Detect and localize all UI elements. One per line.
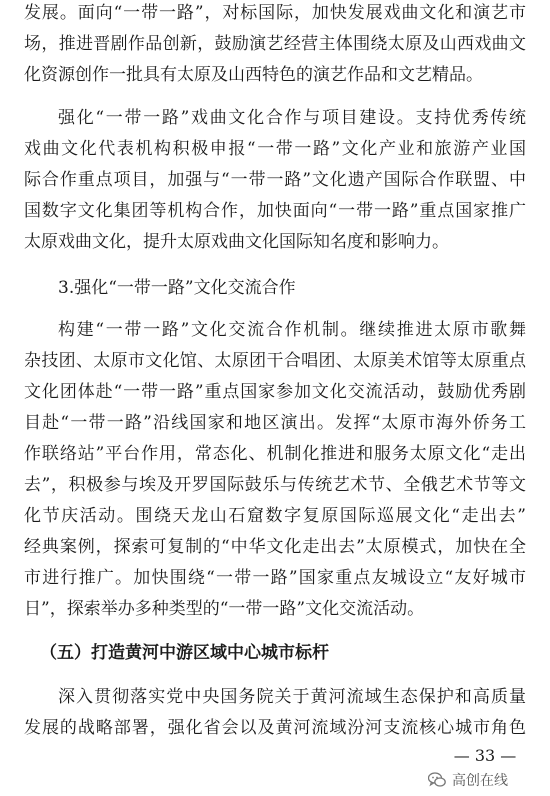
paragraph-line: 杂技团、太原市文化馆、太原团干合唱团、太原美术馆等太原重点 — [24, 351, 526, 371]
paragraph-line: 发展的战略部署，强化省会以及黄河流域汾河支流核心城市角色 — [24, 718, 526, 738]
watermark-text: 高创在线 — [452, 773, 508, 789]
page-number-value: 33 — [474, 746, 496, 765]
paragraph-line: 戏曲文化代表机构积极申报“一带一路”文化产业和旅游产业国 — [24, 139, 526, 159]
paragraph-line: 日”，探索举办多种类型的“一带一路”文化交流活动。 — [24, 599, 425, 619]
paragraph-line: 去”，积极参与埃及开罗国际鼓乐与传统艺术节、全俄艺术节等文 — [24, 475, 526, 495]
paragraph-line: 文化团体赴“一带一路”重点国家参加文化交流活动，鼓励优秀剧 — [24, 382, 526, 402]
watermark — [428, 770, 508, 790]
paragraph-line: 发展。面向“一带一路”，对标国际，加快发展戏曲文化和演艺市 — [24, 3, 526, 23]
paragraph-line: 际合作重点项目，加强与“一带一路”文化遗产国际合作联盟、中 — [24, 170, 526, 190]
section-subheading: 3.强化“一带一路”文化交流合作 — [58, 278, 296, 298]
paragraph-line: 强化“一带一路”戏曲文化合作与项目建设。支持优秀传统 — [58, 108, 526, 128]
paragraph-line: 目赴“一带一路”沿线国家和地区演出。发挥“太原市海外侨务工 — [24, 413, 526, 433]
paragraph-line: 市进行推广。加快围绕“一带一路”国家重点友城设立“友好城市 — [24, 568, 526, 588]
paragraph-line: 化资源创作一批具有太原及山西特色的演艺作品和文艺精品。 — [24, 65, 483, 85]
paragraph-line: 化节庆活动。围绕天龙山石窟数字复原国际巡展文化“走出去” — [24, 506, 526, 526]
paragraph-line: 深入贯彻落实党中央国务院关于黄河流域生态保护和高质量 — [58, 687, 526, 707]
paragraph-line: 作联络站”平台作用，常态化、机制化推进和服务太原文化“走出 — [24, 444, 526, 464]
paragraph-line: 经典案例，探索可复制的“中华文化走出去”太原模式，加快在全 — [24, 537, 526, 557]
paragraph-line: 国数字文化集团等机构合作，加快面向“一带一路”重点国家推广 — [24, 201, 526, 221]
chat-bubbles-icon — [428, 772, 446, 788]
section-heading: （五）打造黄河中游区域中心城市标杆 — [40, 643, 329, 663]
paragraph-line: 构建“一带一路”文化交流合作机制。继续推进太原市歌舞 — [58, 320, 526, 340]
paragraph-line: 太原戏曲文化，提升太原戏曲文化国际知名度和影响力。 — [24, 232, 449, 252]
paragraph-line: 场，推进晋剧作品创新，鼓励演艺经营主体围绕太原及山西戏曲文 — [24, 34, 526, 54]
page-number: — 33 — — [453, 746, 517, 765]
